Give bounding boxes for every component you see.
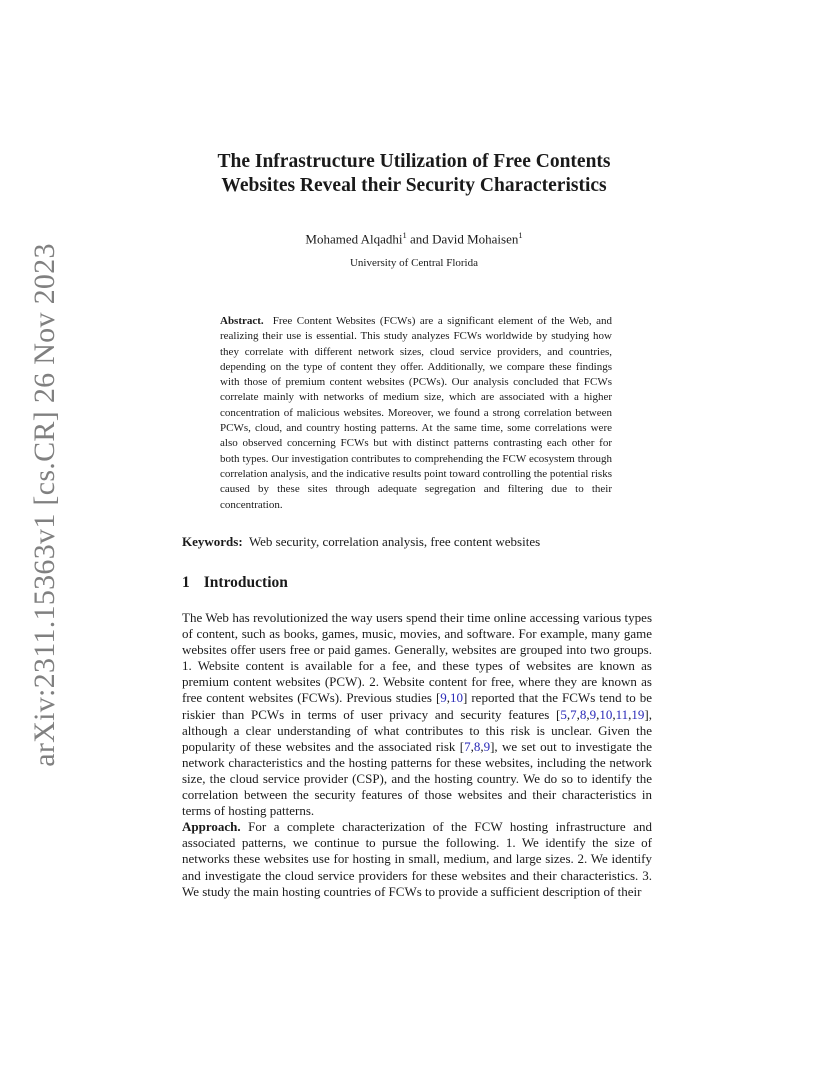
abstract-label: Abstract.: [220, 315, 264, 327]
citation-link[interactable]: 9: [483, 738, 491, 754]
intro-text: ] reported that the FCWs tend to be riskier than PCWs in terms of user privacy and security features [: [182, 690, 652, 722]
citation-separator: ,: [628, 706, 632, 722]
affiliation: University of Central Florida: [349, 257, 478, 270]
intro-paragraph-1: [182, 610, 652, 819]
intro-text: ], we set out to investigate the network characteristics and the hosting patterns for these websites, including the network size, the cloud service provider (CSP), and the hosting country. We do so to identify the correlation between the security features of those websites and their characteristics in terms of hosting patterns.: [182, 738, 652, 819]
citation-link[interactable]: 9: [589, 706, 597, 722]
abstract-text: Free Content Websites (FCWs) are a significant element of the Web, and realizing their use is essential. This study analyzes FCWs worldwide by studying how they correlate with different network sizes, cloud service providers, and countries, depending on the type of content they offer. Additionally, we compare these findings with those of premium content websites (PCWs). Our analysis concluded that FCWs correlate mainly with networks of medium size, which are associated with a higher concentration of malicious websites. Moreover, we found a strong correlation between PCWs, cloud, and country hosting patterns. At the same time, some correlations were also observed concerning FCWs but with distinct patterns contrasting each other for both types. Our investigation contributes to comprehending the FCW ecosystem through correlation analysis, and the indicative results point toward controlling the potential risks caused by these sites through adequate segregation and filtering due to their concentration.: [220, 315, 612, 511]
section-number: 1: [182, 574, 190, 591]
section-heading-introduction: [182, 574, 288, 592]
introduction-body: [182, 610, 652, 900]
approach-text: For a complete characterization of the FCW hosting infrastructure and associated patterns, we continue to pursue the following. 1. We identify the size of networks these websites use for hosting in small, medium, and large sizes. 2. We identify and investigate the cloud service providers for these websites and their characteristics. 3. We study the main hosting countries of FCWs to provide a sufficient description of their: [182, 819, 652, 899]
keywords: [182, 534, 652, 550]
citation-link[interactable]: 11: [615, 706, 629, 722]
paper-title-line-2: Websites Reveal their Security Characteristics: [221, 175, 607, 196]
intro-paragraph-2: [182, 819, 652, 899]
citation-separator: ,: [470, 738, 474, 754]
citation-link[interactable]: 8: [473, 738, 481, 754]
citation-link[interactable]: 5: [560, 706, 567, 722]
citation-separator: ,: [480, 738, 484, 754]
keywords-text: Web security, correlation analysis, free content websites: [248, 534, 541, 549]
citation-link[interactable]: 19: [631, 706, 645, 722]
citation-link[interactable]: 7: [570, 706, 577, 722]
citation-link[interactable]: 10: [450, 690, 464, 706]
author-1: Mohamed Alqadhi: [305, 231, 403, 247]
paper-title: [150, 150, 678, 198]
paper-title-line-1: The Infrastructure Utilization of Free Contents: [217, 151, 611, 172]
author-1-affiliation-mark: 1: [402, 230, 407, 240]
title-block: [150, 150, 678, 269]
keywords-label: Keywords:: [182, 534, 243, 549]
citation-separator: ,: [446, 690, 451, 706]
author-join: and: [406, 231, 433, 247]
citation-separator: ,: [596, 706, 600, 722]
author-2-affiliation-mark: 1: [518, 230, 523, 240]
citation-link[interactable]: 7: [464, 738, 471, 754]
citation-separator: ,: [566, 706, 571, 722]
citation-separator: ,: [586, 706, 590, 722]
citation-separator: ,: [612, 706, 616, 722]
intro-text: The Web has revolutionized the way users spend their time online accessing various types of content, such as books, games, music, movies, and software. For example, many game websites offer users free or paid games. Generally, websites are grouped into two groups. 1. Website content is available for a fee, and these types of websites are known as premium content websites (PCW). 2. Website content for free, where they are known as free content websites (FCWs). Previous studies [: [182, 610, 652, 706]
citation-link[interactable]: 10: [599, 706, 613, 722]
citation-separator: ,: [576, 706, 580, 722]
citation-link[interactable]: 9: [440, 690, 447, 706]
intro-text: ], although a clear understanding of what contributes to this risk is unclear. Given the popularity of these websites and the associated risk [: [182, 706, 652, 754]
authors: [150, 230, 678, 247]
citation-link[interactable]: 8: [579, 706, 587, 722]
arxiv-identifier: arXiv:2311.15363v1 [cs.CR] 26 Nov 2023: [28, 243, 61, 767]
section-title: Introduction: [203, 574, 288, 591]
author-2: David Mohaisen: [432, 231, 519, 247]
approach-label: Approach.: [182, 819, 241, 835]
abstract: [220, 314, 612, 513]
arxiv-identifier-stamp: [22, 243, 68, 767]
